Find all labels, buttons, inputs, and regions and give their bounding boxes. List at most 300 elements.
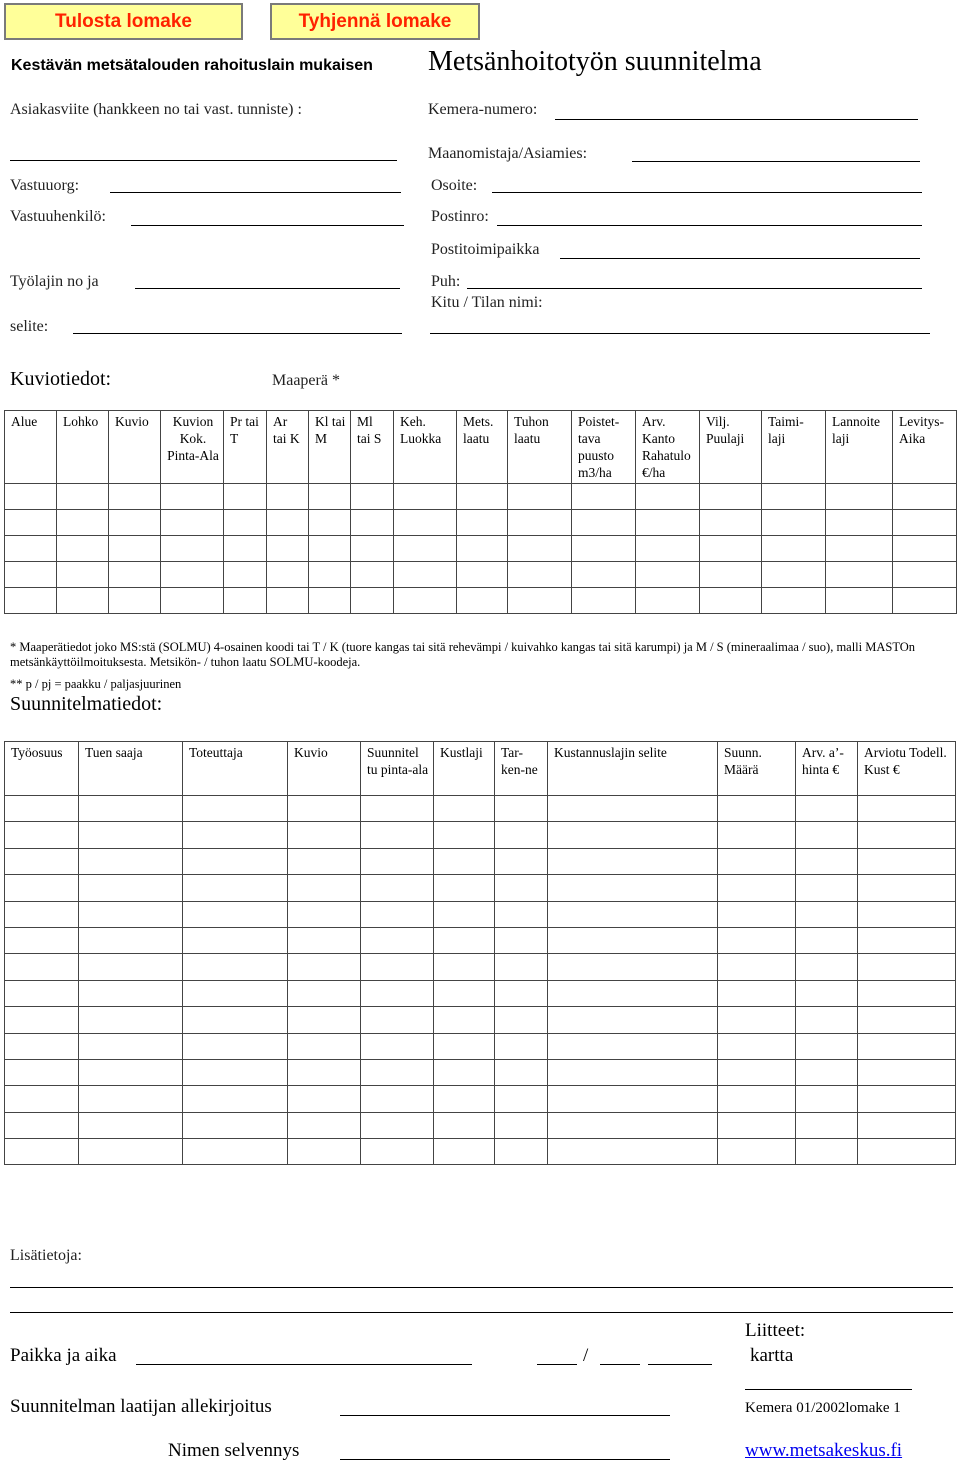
plan-table-cell[interactable]: [548, 1086, 718, 1112]
plan-table-cell[interactable]: [79, 1086, 183, 1112]
kemera-input[interactable]: [555, 119, 918, 120]
plan-table-cell[interactable]: [183, 822, 288, 848]
plan-table-cell[interactable]: [495, 796, 548, 822]
org-input[interactable]: [110, 192, 401, 193]
plan-table-cell[interactable]: [183, 796, 288, 822]
plan-table-cell[interactable]: [183, 1007, 288, 1033]
extra-info-input-1[interactable]: [10, 1287, 953, 1288]
plan-table-cell[interactable]: [495, 1007, 548, 1033]
kuvio-table-cell[interactable]: [309, 536, 351, 562]
plan-table-cell[interactable]: [796, 1139, 858, 1165]
plan-table-cell[interactable]: [718, 1086, 796, 1112]
plan-table-cell[interactable]: [79, 927, 183, 953]
plan-table-cell[interactable]: [796, 1007, 858, 1033]
plan-table-cell[interactable]: [79, 901, 183, 927]
client-ref-input[interactable]: [10, 160, 397, 161]
plan-table-cell[interactable]: [858, 954, 956, 980]
plan-table-cell[interactable]: [718, 954, 796, 980]
kuvio-table-cell[interactable]: [394, 484, 457, 510]
place-time-label: Paikka ja aika: [10, 1345, 117, 1366]
plan-table-cell[interactable]: [288, 875, 361, 901]
plan-table-cell[interactable]: [361, 1059, 434, 1085]
kuvio-table-cell[interactable]: [57, 484, 109, 510]
plan-table-cell[interactable]: [183, 1086, 288, 1112]
plan-table-cell[interactable]: [718, 848, 796, 874]
kuvio-table-cell[interactable]: [109, 536, 161, 562]
kuvio-table-cell[interactable]: [5, 536, 57, 562]
plan-table-cell[interactable]: [548, 954, 718, 980]
plan-table-cell[interactable]: [79, 875, 183, 901]
plan-table-cell[interactable]: [5, 1033, 79, 1059]
plan-table-cell[interactable]: [796, 1112, 858, 1138]
soil-label: Maaperä *: [272, 372, 340, 389]
col-planned-area: Suunnitel tu pinta-ala: [361, 742, 434, 796]
plan-table-cell[interactable]: [288, 1007, 361, 1033]
plan-table-cell[interactable]: [361, 927, 434, 953]
plan-table-cell[interactable]: [548, 927, 718, 953]
kuvio-table-cell[interactable]: [224, 588, 267, 614]
work-no-input[interactable]: [135, 288, 400, 289]
kuvio-table-cell[interactable]: [636, 536, 700, 562]
kuvio-table-cell[interactable]: [394, 536, 457, 562]
plan-table-cell[interactable]: [288, 1033, 361, 1059]
kuvio-table-cell[interactable]: [161, 588, 224, 614]
date-year-input[interactable]: [648, 1364, 712, 1365]
kuvio-table-cell[interactable]: [457, 588, 508, 614]
kuvio-table-cell[interactable]: [224, 510, 267, 536]
plan-table-cell[interactable]: [718, 1059, 796, 1085]
plan-table-row: [5, 1007, 956, 1033]
plan-table-cell[interactable]: [495, 927, 548, 953]
soil-footnote: * Maaperätiedot joko MS:stä (SOLMU) 4-osainen koodi tai T / K (tuore kangas tai sitä rehevämpi / kuivahko kangas tai sitä karumpi) ja M / S (mineraalimaa / suo), malli MASTOn metsänkäyttöilmoituksesta. Metsikön- / tuhon laatu SOLMU-koodeja.: [10, 640, 916, 669]
plan-table-cell[interactable]: [796, 796, 858, 822]
kuvio-table-cell[interactable]: [457, 510, 508, 536]
clear-form-button[interactable]: Tyhjennä lomake: [270, 3, 480, 40]
plan-table-cell[interactable]: [79, 1007, 183, 1033]
kuvio-table-cell[interactable]: [893, 510, 957, 536]
plan-table-cell[interactable]: [548, 1112, 718, 1138]
plan-table-cell[interactable]: [79, 822, 183, 848]
plan-table-cell[interactable]: [718, 796, 796, 822]
kuvio-table-cell[interactable]: [351, 536, 394, 562]
plan-table-row: [5, 927, 956, 953]
kuvio-table-cell[interactable]: [636, 562, 700, 588]
kuvio-table-cell[interactable]: [161, 536, 224, 562]
kuvio-table-cell[interactable]: [5, 510, 57, 536]
kuvio-table-cell[interactable]: [351, 510, 394, 536]
name-clarify-label: Nimen selvennys: [168, 1440, 300, 1461]
plan-table-cell[interactable]: [858, 875, 956, 901]
plan-table-cell[interactable]: [5, 875, 79, 901]
kuvio-table-cell[interactable]: [508, 588, 572, 614]
plan-table-cell[interactable]: [5, 1007, 79, 1033]
plan-table-row: [5, 1139, 956, 1165]
plan-table-cell[interactable]: [79, 1139, 183, 1165]
kuvio-table-cell[interactable]: [826, 562, 893, 588]
plan-table-cell[interactable]: [288, 1139, 361, 1165]
attachment-input[interactable]: [745, 1389, 912, 1390]
col-ml: Ml tai S: [351, 411, 394, 484]
plan-table-row: [5, 875, 956, 901]
kuvio-table-cell[interactable]: [572, 510, 636, 536]
plan-table-cell[interactable]: [183, 1059, 288, 1085]
kuvio-table-cell[interactable]: [572, 588, 636, 614]
plan-table-cell[interactable]: [434, 1059, 495, 1085]
plan-table-cell[interactable]: [796, 980, 858, 1006]
extra-info-label: Lisätietoja:: [10, 1247, 82, 1264]
plan-table-cell[interactable]: [548, 848, 718, 874]
kuvio-table-cell[interactable]: [700, 536, 762, 562]
plan-table-cell[interactable]: [548, 1139, 718, 1165]
kuvio-table-cell[interactable]: [636, 484, 700, 510]
kuvio-table-cell[interactable]: [826, 484, 893, 510]
postoffice-label: Postitoimipaikka: [431, 241, 540, 258]
plan-table-cell[interactable]: [434, 1033, 495, 1059]
kuvio-table-cell[interactable]: [762, 588, 826, 614]
kuvio-table-cell[interactable]: [267, 510, 309, 536]
kuvio-table-cell[interactable]: [267, 562, 309, 588]
col-ar: Ar tai K: [267, 411, 309, 484]
plan-table-cell[interactable]: [79, 848, 183, 874]
plan-table-cell[interactable]: [288, 796, 361, 822]
kemera-label: Kemera-numero:: [428, 101, 538, 118]
kuvio-table-cell[interactable]: [762, 562, 826, 588]
kuvio-table-cell[interactable]: [457, 484, 508, 510]
plan-table-cell[interactable]: [5, 1059, 79, 1085]
phone-input[interactable]: [467, 288, 922, 289]
kuvio-table-cell[interactable]: [224, 484, 267, 510]
plan-table-cell[interactable]: [361, 980, 434, 1006]
kuvio-table-cell[interactable]: [893, 536, 957, 562]
plan-table-cell[interactable]: [495, 1033, 548, 1059]
plan-table-cell[interactable]: [79, 1112, 183, 1138]
kuvio-table-cell[interactable]: [762, 510, 826, 536]
plan-table-cell[interactable]: [434, 796, 495, 822]
signature-input[interactable]: [340, 1415, 670, 1416]
kuvio-table-cell[interactable]: [762, 484, 826, 510]
plan-table-cell[interactable]: [183, 927, 288, 953]
plan-table-cell[interactable]: [183, 1033, 288, 1059]
plan-table-cell[interactable]: [183, 875, 288, 901]
kuvio-table-cell[interactable]: [267, 536, 309, 562]
plan-table-cell[interactable]: [361, 901, 434, 927]
kuvio-table-cell[interactable]: [161, 562, 224, 588]
attachments-label: Liitteet:: [745, 1320, 806, 1341]
plan-table-cell[interactable]: [5, 1139, 79, 1165]
kuvio-table-cell[interactable]: [394, 510, 457, 536]
plan-table-cell[interactable]: [548, 1033, 718, 1059]
col-tuen-saaja: Tuen saaja: [79, 742, 183, 796]
kuvio-table-row: [5, 510, 957, 536]
plan-table-cell[interactable]: [434, 1139, 495, 1165]
plan-table-cell[interactable]: [718, 927, 796, 953]
plan-table-cell[interactable]: [858, 1033, 956, 1059]
remark-label: selite:: [10, 318, 49, 335]
plan-table-cell[interactable]: [495, 875, 548, 901]
client-ref-label: Asiakasviite (hankkeen no tai vast. tunniste) :: [10, 101, 302, 118]
kuvio-table-cell[interactable]: [508, 484, 572, 510]
plan-table-cell[interactable]: [79, 954, 183, 980]
name-clarify-input[interactable]: [340, 1459, 670, 1460]
plan-table-cell[interactable]: [434, 848, 495, 874]
kuvio-table-cell[interactable]: [700, 510, 762, 536]
plan-table-cell[interactable]: [288, 980, 361, 1006]
col-keh: Keh. Luokka: [394, 411, 457, 484]
col-kuvio: Kuvio: [109, 411, 161, 484]
col-poistettava: Poistet-tava puusto m3/ha: [572, 411, 636, 484]
kuvio-table-cell[interactable]: [700, 562, 762, 588]
plan-table-cell[interactable]: [718, 1007, 796, 1033]
plan-table-cell[interactable]: [548, 1059, 718, 1085]
person-label: Vastuuhenkilö:: [10, 208, 106, 225]
plan-table-cell[interactable]: [796, 1033, 858, 1059]
plan-table-cell[interactable]: [718, 875, 796, 901]
kuvio-table-cell[interactable]: [457, 562, 508, 588]
plan-table-cell[interactable]: [796, 822, 858, 848]
plan-table-cell[interactable]: [5, 927, 79, 953]
kuvio-table-cell[interactable]: [309, 484, 351, 510]
plan-table-cell[interactable]: [718, 980, 796, 1006]
plan-table-cell[interactable]: [796, 901, 858, 927]
plan-table-cell[interactable]: [361, 1139, 434, 1165]
kuvio-table-cell[interactable]: [508, 536, 572, 562]
kuvio-table-cell[interactable]: [109, 562, 161, 588]
kuvio-table-cell[interactable]: [5, 588, 57, 614]
plan-table-cell[interactable]: [5, 822, 79, 848]
kuvio-table-cell[interactable]: [826, 588, 893, 614]
plan-table-cell[interactable]: [495, 1086, 548, 1112]
print-form-button[interactable]: Tulosta lomake: [4, 3, 243, 40]
plan-table-cell[interactable]: [434, 1086, 495, 1112]
plan-table-cell[interactable]: [858, 1086, 956, 1112]
kuvio-table-cell[interactable]: [826, 536, 893, 562]
kuvio-table-cell[interactable]: [351, 562, 394, 588]
plan-table-cell[interactable]: [858, 796, 956, 822]
plan-table-cell[interactable]: [858, 848, 956, 874]
col-arv-hinta: Arv. a’-hinta €: [796, 742, 858, 796]
kuvio-table-cell[interactable]: [161, 484, 224, 510]
kuvio-table-cell[interactable]: [267, 484, 309, 510]
plan-table-cell[interactable]: [5, 954, 79, 980]
kuvio-table-cell[interactable]: [572, 536, 636, 562]
postoffice-input[interactable]: [560, 258, 920, 259]
plan-table-cell[interactable]: [548, 822, 718, 848]
plan-table-cell[interactable]: [796, 1059, 858, 1085]
plan-table-row: [5, 796, 956, 822]
address-label: Osoite:: [431, 177, 478, 194]
plan-table-cell[interactable]: [5, 980, 79, 1006]
plan-table-cell[interactable]: [858, 1059, 956, 1085]
plan-table-cell[interactable]: [183, 1139, 288, 1165]
kuvio-table-cell[interactable]: [309, 588, 351, 614]
plan-table-cell[interactable]: [434, 954, 495, 980]
plan-table-cell[interactable]: [183, 1112, 288, 1138]
plan-table-cell[interactable]: [548, 796, 718, 822]
plan-table-cell[interactable]: [495, 954, 548, 980]
plan-table-cell[interactable]: [858, 1007, 956, 1033]
plan-table-cell[interactable]: [288, 822, 361, 848]
col-taimilaji: Taimi-laji: [762, 411, 826, 484]
place-time-input[interactable]: [136, 1364, 472, 1365]
plan-table-cell[interactable]: [434, 901, 495, 927]
plan-table-cell[interactable]: [718, 1112, 796, 1138]
kuvio-table-cell[interactable]: [826, 510, 893, 536]
remark-input[interactable]: [73, 333, 402, 334]
kuvio-table-cell[interactable]: [457, 536, 508, 562]
plan-table-cell[interactable]: [361, 875, 434, 901]
kuvio-table-cell[interactable]: [309, 510, 351, 536]
owner-input[interactable]: [632, 161, 920, 162]
plan-table-cell[interactable]: [796, 1086, 858, 1112]
plan-table-cell[interactable]: [548, 901, 718, 927]
kuvio-table-cell[interactable]: [893, 562, 957, 588]
plan-table-cell[interactable]: [361, 1033, 434, 1059]
plan-table-cell[interactable]: [434, 822, 495, 848]
plan-table-cell[interactable]: [495, 1059, 548, 1085]
kuvio-table-cell[interactable]: [394, 588, 457, 614]
plan-table-cell[interactable]: [5, 1086, 79, 1112]
website-link[interactable]: www.metsakeskus.fi: [745, 1440, 903, 1461]
plan-table-cell[interactable]: [434, 875, 495, 901]
plan-table-cell[interactable]: [361, 848, 434, 874]
kuvio-table-cell[interactable]: [109, 484, 161, 510]
plan-table-cell[interactable]: [361, 796, 434, 822]
plan-table-cell[interactable]: [495, 1112, 548, 1138]
kuvio-table-cell[interactable]: [893, 484, 957, 510]
kuvio-table-cell[interactable]: [224, 536, 267, 562]
kuvio-table-row: [5, 588, 957, 614]
kuvio-table-cell[interactable]: [57, 536, 109, 562]
postcode-input[interactable]: [497, 225, 922, 226]
kuvio-table-cell[interactable]: [267, 588, 309, 614]
suunnitelmatiedot-title: Suunnitelmatiedot:: [10, 693, 163, 715]
plan-table-cell[interactable]: [796, 954, 858, 980]
address-input[interactable]: [492, 192, 922, 193]
plan-table-cell[interactable]: [796, 848, 858, 874]
farm-input[interactable]: [430, 333, 930, 334]
col-alue: Alue: [5, 411, 57, 484]
plan-table-cell[interactable]: [548, 980, 718, 1006]
plan-table-cell[interactable]: [361, 1112, 434, 1138]
kuvio-table-cell[interactable]: [508, 510, 572, 536]
kuvio-table: [4, 410, 957, 614]
kuvio-table-cell[interactable]: [636, 510, 700, 536]
kuvio-table-cell[interactable]: [508, 562, 572, 588]
plan-table-cell[interactable]: [495, 1139, 548, 1165]
org-label: Vastuuorg:: [10, 177, 80, 194]
extra-info-input-2[interactable]: [10, 1312, 953, 1313]
plan-table-cell[interactable]: [434, 1007, 495, 1033]
form-code: Kemera 01/2002lomake 1: [745, 1400, 901, 1416]
person-input[interactable]: [131, 225, 404, 226]
plan-table-cell[interactable]: [79, 1059, 183, 1085]
plan-table-cell[interactable]: [718, 901, 796, 927]
plan-table-cell[interactable]: [79, 980, 183, 1006]
plan-table-cell[interactable]: [288, 927, 361, 953]
kuvio-table-cell[interactable]: [57, 562, 109, 588]
plan-table-cell[interactable]: [288, 1086, 361, 1112]
kuvio-table-cell[interactable]: [394, 562, 457, 588]
plan-table-cell[interactable]: [79, 1033, 183, 1059]
plan-table-cell[interactable]: [183, 901, 288, 927]
plan-table-cell[interactable]: [434, 1112, 495, 1138]
plan-table-cell[interactable]: [183, 980, 288, 1006]
kuvio-table-cell[interactable]: [572, 562, 636, 588]
plan-table-cell[interactable]: [288, 1059, 361, 1085]
kuvio-table-cell[interactable]: [700, 588, 762, 614]
plan-table-cell[interactable]: [718, 1139, 796, 1165]
kuvio-table-cell[interactable]: [109, 588, 161, 614]
plan-table-cell[interactable]: [79, 796, 183, 822]
plan-table-cell[interactable]: [858, 1112, 956, 1138]
kuvio-table-cell[interactable]: [351, 484, 394, 510]
kuvio-table-cell[interactable]: [762, 536, 826, 562]
kuvio-table-cell[interactable]: [700, 484, 762, 510]
plan-table-cell[interactable]: [288, 901, 361, 927]
plan-table-cell[interactable]: [718, 1033, 796, 1059]
plan-table-cell[interactable]: [288, 954, 361, 980]
plan-table-cell[interactable]: [361, 822, 434, 848]
plan-table-cell[interactable]: [858, 822, 956, 848]
plan-table-cell[interactable]: [495, 901, 548, 927]
kuvio-table-row: [5, 536, 957, 562]
col-mets: Mets. laatu: [457, 411, 508, 484]
kuvio-table-cell[interactable]: [5, 562, 57, 588]
plan-table-cell[interactable]: [5, 796, 79, 822]
date-day-input[interactable]: [537, 1364, 577, 1365]
plan-table-cell[interactable]: [288, 848, 361, 874]
plan-table-cell[interactable]: [361, 1086, 434, 1112]
plan-table-cell[interactable]: [5, 848, 79, 874]
plan-table-cell[interactable]: [548, 875, 718, 901]
plan-table-cell[interactable]: [361, 954, 434, 980]
plan-table-cell[interactable]: [858, 927, 956, 953]
plan-table-cell[interactable]: [434, 927, 495, 953]
kuvio-table-cell[interactable]: [161, 510, 224, 536]
kuvio-table-cell[interactable]: [224, 562, 267, 588]
date-month-input[interactable]: [600, 1364, 640, 1365]
plan-table-cell[interactable]: [495, 848, 548, 874]
plan-table-cell[interactable]: [5, 901, 79, 927]
plan-table-cell[interactable]: [288, 1112, 361, 1138]
kuvio-table-cell[interactable]: [109, 510, 161, 536]
kuvio-table-cell[interactable]: [309, 562, 351, 588]
plan-table-cell[interactable]: [361, 1007, 434, 1033]
kuvio-table-cell[interactable]: [57, 510, 109, 536]
plan-table-cell[interactable]: [796, 875, 858, 901]
plan-table-cell[interactable]: [183, 848, 288, 874]
kuvio-table-cell[interactable]: [572, 484, 636, 510]
plan-table-cell[interactable]: [495, 822, 548, 848]
plan-table-cell[interactable]: [548, 1007, 718, 1033]
header-prefix: Kestävän metsätalouden rahoituslain mukaisen: [11, 57, 373, 74]
plan-table-cell[interactable]: [718, 822, 796, 848]
plan-table-cell[interactable]: [183, 954, 288, 980]
plan-table-cell[interactable]: [858, 980, 956, 1006]
kuvio-table-cell[interactable]: [636, 588, 700, 614]
kuvio-table-cell[interactable]: [893, 588, 957, 614]
plan-table-cell[interactable]: [858, 1139, 956, 1165]
plan-table-cell[interactable]: [5, 1112, 79, 1138]
kuvio-table-cell[interactable]: [57, 588, 109, 614]
plan-table-cell[interactable]: [796, 927, 858, 953]
plan-table-cell[interactable]: [858, 901, 956, 927]
plan-table-cell[interactable]: [434, 980, 495, 1006]
col-vilj: Vilj. Puulaji: [700, 411, 762, 484]
plan-table-cell[interactable]: [495, 980, 548, 1006]
kuvio-table-cell[interactable]: [5, 484, 57, 510]
kuvio-table-cell[interactable]: [351, 588, 394, 614]
